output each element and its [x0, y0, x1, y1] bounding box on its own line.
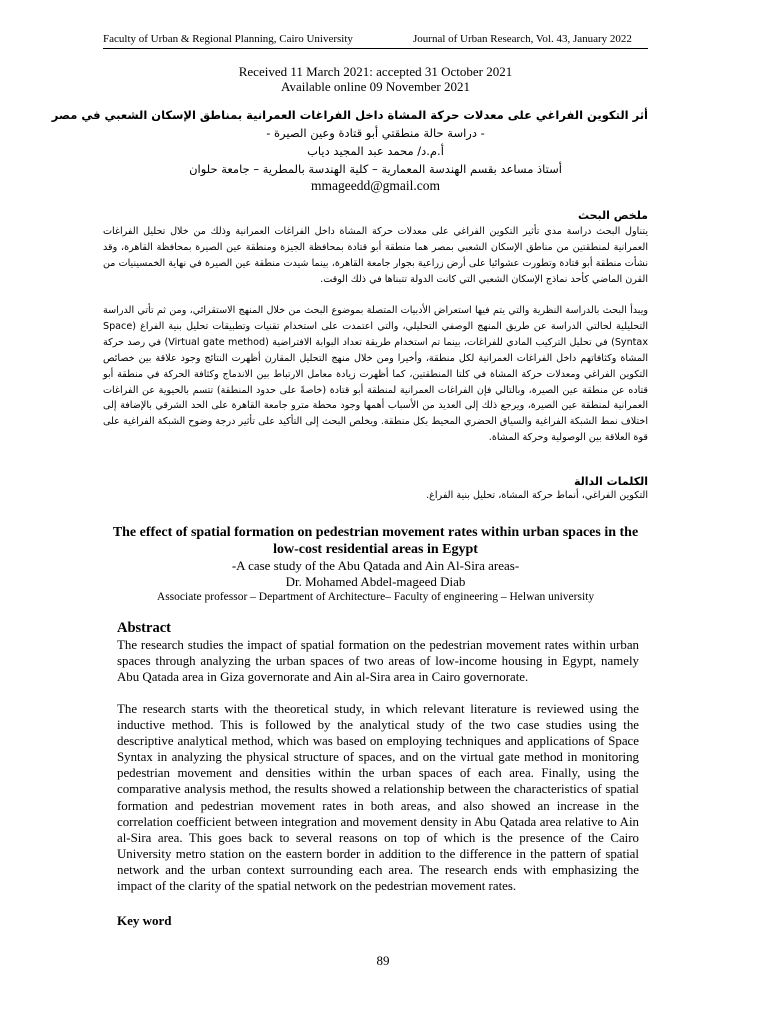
abstract-heading: Abstract: [117, 620, 171, 636]
arabic-keywords: التكوين الفراغي، أنماط حركة المشاة، تحليل بنية الفراغ.: [426, 490, 648, 501]
arabic-keywords-heading: الكلمات الدالة: [573, 475, 648, 488]
available-online-date: Available online 09 November 2021: [281, 79, 470, 94]
arabic-abstract-paragraph-2: ويبدأ البحث بالدراسة النظرية والتي يتم فيها استعراض الأدبيات المتصلة بموضوع البحث من خلال المنهج الاستقرائي، ومن ثم تأتي الدراسة التحليلية لحالتي الدراسة عن طريق المنهج الوصفي التحليلي، والتي اعتمدت على استخدام تقنيات وتطبيقات تحليل بنية الفراغ (Space Syntax) في تحليل التركيب المادي للفراغات، بينما تم استخدام طريقة تعداد البوابة الافتراضية (Virtual gate method) في رصد حركة المشاة وكثافاتهم داخل الفراغات العمرانية لكل منطقة، وأخيرا ومن خلال منهج التحليل المقارن أظهرت النتائج وجود علاقة بين خصائص التكوين الفراغي ومعدلات حركة المشاة في كلتا المنطقتين، كما أظهرت زيادة معامل الارتباط بين الاندماج وكثافة الحركة في منطقة أبو قتاده عن منطقة عين الصيرة، وبالتالي فإن الفراغات العمرانية لمنطقة أبو قتادة (خاصةً على حدود المنطقة) تتسم بالحيوية عن الفراغات العمرانية لمنطقة عين الصيرة، ويرجع ذلك إلى العديد من الأسباب أهمها وجود محطة مترو جامعة القاهرة على الحد الشرقي بالإضافة إلى اختلاف نمط الشبكة الفراغية والسياق الحضري المحيط بكل منطقة. ويخلص البحث إلى التأكيد على تأثير درجة وضوح الشبكة الفراغية على قوة العلاقة بين الوصولية وحركة المشاة.: [103, 305, 648, 444]
english-subtitle: -A case study of the Abu Qatada and Ain Al-Sira areas-: [231, 558, 520, 573]
arabic-author: أ.م.د/ محمد عبد المجيد دياب: [307, 144, 444, 158]
abstract-paragraph-2: The research starts with the theoretical study, in which relevant literature is reviewed using the inductive method. This is followed by the analytical study of the two case studies using the descriptive analytical method, which was based on employing techniques and applications of Space Syntax in analyzing the physical structure of spaces, and on the virtual gate method in monitoring pedestrian movement and densities within the urban spaces of each area. Finally, using the comparative analysis method, the results showed a relationship between the characteristics of spatial formation and pedestrian movement rates in both areas, and also showed an increase in the correlation coefficient between integration and movement density in Abu Qatada area relative to Ain al-Sira area. This goes back to several reasons on top of which is the presence of the Cairo University metro station on the eastern border in addition to the difference in the pattern of spatial network and the urban context surrounding each area. The research ends with emphasizing the impact of the clarity of the spatial network on the pedestrian movement rates.: [117, 702, 639, 894]
arabic-abstract-heading: ملخص البحث: [577, 209, 648, 222]
english-title: The effect of spatial formation on pedestrian movement rates within urban spaces in the low-cost residential areas in Egypt: [112, 525, 639, 557]
arabic-affiliation: أستاذ مساعد بقسم الهندسة المعمارية – كلية الهندسة بالمطرية – جامعة حلوان: [189, 162, 562, 176]
abstract-paragraph-1: The research studies the impact of spatial formation on the pedestrian movement rates within urban spaces through analyzing the urban spaces of two areas of low-income housing in Egypt, namely Abu Qatada area in Giza governorate and Ain al-Sira area in Cairo governorate.: [117, 638, 639, 685]
arabic-title: أثر التكوين الفراغي على معدلات حركة المشاة داخل الفراغات العمرانية بمناطق الإسكان الشعبي في مصر: [51, 108, 648, 122]
header-divider: [103, 48, 648, 49]
author-email: mmageedd@gmail.com: [310, 178, 441, 193]
running-header-right: Journal of Urban Research, Vol. 43, January 2022: [413, 33, 632, 45]
keyword-heading: Key word: [117, 913, 172, 928]
running-header-left: Faculty of Urban & Regional Planning, Cairo University: [103, 33, 353, 45]
english-author: Dr. Mohamed Abdel-mageed Diab: [285, 574, 466, 589]
arabic-abstract-paragraph-1: يتناول البحث دراسة مدي تأثير التكوين الفراغي على معدلات حركة المشاة داخل الفراغات العمرانية وذلك من خلال تحليل الفراغات العمرانية لمنطقتين من مناطق الإسكان الشعبي بمصر هما منطقة أبو قتادة بمحافظة الجيزة ومنطقة عين الصيرة بمحافظة القاهرة، وقد نشأت منطقة أبو قتادة وتطورت عشوائيا على أرض زراعية بجوار جامعة القاهرة، بينما شيدت منطقة عين الصيرة في نهاية الخمسينيات من القرن الماضي كأحد نماذج الإسكان الشعبي التي كانت الدولة تتبناها في ذلك الوقت.: [103, 226, 648, 285]
english-affiliation: Associate professor – Department of Architecture– Faculty of engineering – Helwan university: [156, 591, 595, 603]
arabic-subtitle: - دراسة حالة منطقتي أبو قتادة وعين الصيرة -: [266, 126, 485, 140]
page-number: 89: [376, 953, 390, 968]
received-date: Received 11 March 2021: accepted 31 October 2021: [238, 64, 513, 79]
